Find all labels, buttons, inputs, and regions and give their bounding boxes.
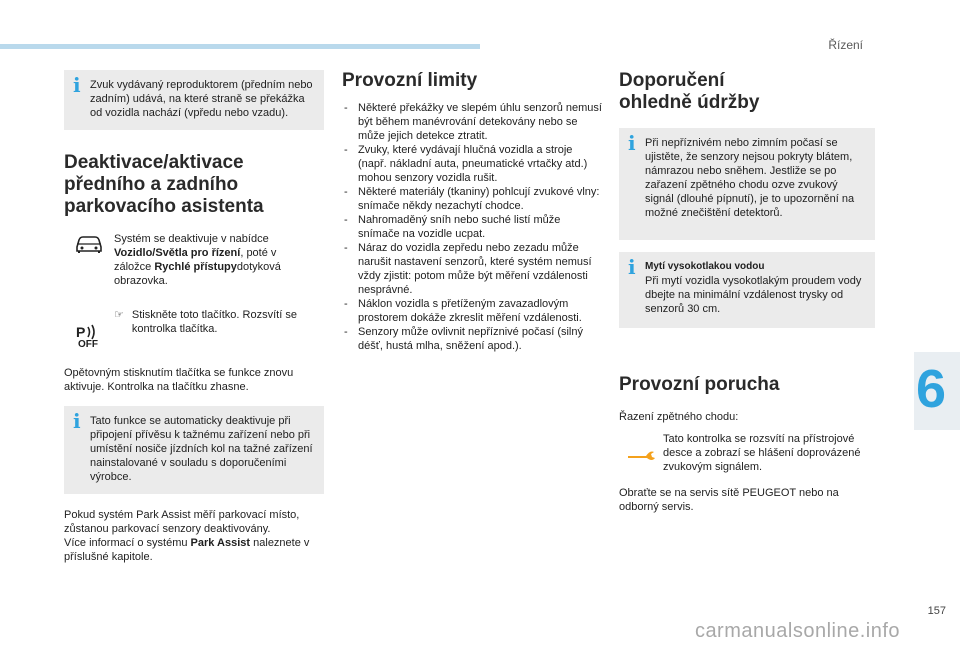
press-instruction (64, 308, 324, 352)
service-text: Obraťte se na servis sítě PEUGEOT nebo na odborný servis. (619, 487, 839, 513)
column-middle (342, 70, 602, 353)
menu-text-3: dotyková obrazovka. (114, 261, 281, 287)
list-item: - Některé překážky ve slepém úhlu senzorů nemusí být během manévrování detekovány nebo se může jejich detekce ztratit. (342, 101, 602, 143)
heading-maintenance: Doporučení ohledně údržby (619, 70, 760, 113)
top-accent-bar (0, 44, 480, 49)
info-note-sound (64, 70, 324, 130)
car-menu-icon (64, 232, 114, 254)
info-note-trailer-text: Tato funkce se automaticky deaktivuje při připojení přívěsu k tažnému zařízení nebo při umístění nosiče jízdních kol na tažné zařízení nainstalované v souladu s doporučeními výrobce. (90, 415, 313, 483)
washing-text: Při mytí vozidla vysokotlakým proudem vody dbejte na minimální vzdálenost trysky od senzorů 30 cm. (645, 275, 862, 315)
list-item: - Některé materiály (tkaniny) pohlcují zvukové vlny: snímače někdy nezachytí chodce. (342, 185, 602, 213)
info-note-text: Zvuk vydávaný reproduktorem (předním nebo zadním) udává, na které straně se překážka od vozidla nachází (vpředu nebo vzadu). (90, 79, 313, 119)
svg-text:P: P (76, 324, 86, 340)
section-title: Řízení (828, 38, 863, 52)
menu-path-bold: Vozidlo/Světla pro řízení (114, 247, 241, 259)
pointer-bullet: ☞ (114, 308, 124, 321)
park-assist-more: Více informací o systému (64, 537, 191, 549)
column-left (64, 70, 324, 564)
park-sensor-off-button (64, 308, 114, 352)
fault-instruction (619, 432, 875, 474)
reactivate-text: Opětovným stisknutím tlačítka se funkce znovu aktivuje. Kontrolka na tlačítku zhasne. (64, 367, 294, 393)
off-label: OFF (78, 339, 98, 350)
info-note-trailer (64, 406, 324, 494)
fault-text: Tato kontrolka se rozsvítí na přístrojové desce a zobrazí se hlášení doprovázené zvukovým signálem. (663, 433, 861, 473)
menu-text-2: , poté v záložce (114, 247, 277, 273)
fault-intro: Řazení zpětného chodu: (619, 411, 739, 423)
park-assist-text (64, 508, 324, 564)
info-note-weather (619, 128, 875, 240)
info-note-weather-text: Při nepříznivém nebo zimním počasí se ujistěte, že senzory nejsou pokryty blátem, námrazou nebo sněhem. Jestliže se po zařazení zpětného chodu ozve zvukový signál (dlouhé pípnutí), je to upozornění na možné znečištění detektorů. (645, 137, 855, 219)
heading-fault: Provozní porucha (619, 374, 780, 395)
chapter-tab (914, 352, 960, 430)
quick-access-bold: Rychlé přístupy (154, 261, 237, 273)
park-assist-bold: Park Assist (190, 537, 251, 549)
wrench-warning-icon (619, 432, 663, 462)
heading-limits: Provozní limity (342, 70, 478, 91)
list-item: - Senzory může ovlivnit nepříznivé počasí (silný déšť, hustá mlha, sněžení apod.). (342, 325, 602, 353)
menu-text-1: Systém se deaktivuje v nabídce (114, 233, 269, 245)
watermark: carmanualsonline.info (694, 620, 900, 642)
page-number: 157 (927, 605, 946, 617)
heading-deactivation: Deaktivace/aktivace předního a zadního parkovacího asistenta (64, 152, 264, 217)
list-item: - Náraz do vozidla zepředu nebo zezadu může narušit nastavení senzorů, které systém nemusí vždy zjistit: potom může být měření vzdálenosti nesprávné. (342, 241, 602, 297)
washing-title: i Mytí vysokotlakou vodou (645, 261, 765, 272)
list-item: - Náklon vozidla s přetíženým zavazadlovým prostorem dokáže zkreslit měření vzdálenosti. (342, 297, 602, 325)
list-item: - Nahromaděný sníh nebo suché listí může snímače na vozidle ucpat. (342, 213, 602, 241)
menu-instruction (64, 232, 324, 288)
list-item: - Zvuky, které vydávají hlučná vozidla a stroje (např. nákladní auta, pneumatické vrtačky atd.) mohou senzory vozidla rušit. (342, 143, 602, 185)
column-right (619, 70, 875, 514)
press-text: Stiskněte toto tlačítko. Rozsvítí se kontrolka tlačítka. (131, 309, 297, 335)
park-assist-sentence: Pokud systém Park Assist měří parkovací místo, zůstanou parkovací senzory deaktivovány. (64, 509, 300, 535)
limits-list (342, 101, 602, 353)
info-note-washing (619, 252, 875, 328)
park-assist-chapter: naleznete v příslušné kapitole. (64, 537, 310, 563)
chapter-number: 6 (916, 359, 947, 419)
park-sensor-off-icon (74, 324, 104, 340)
menu-instruction-text (114, 232, 314, 288)
